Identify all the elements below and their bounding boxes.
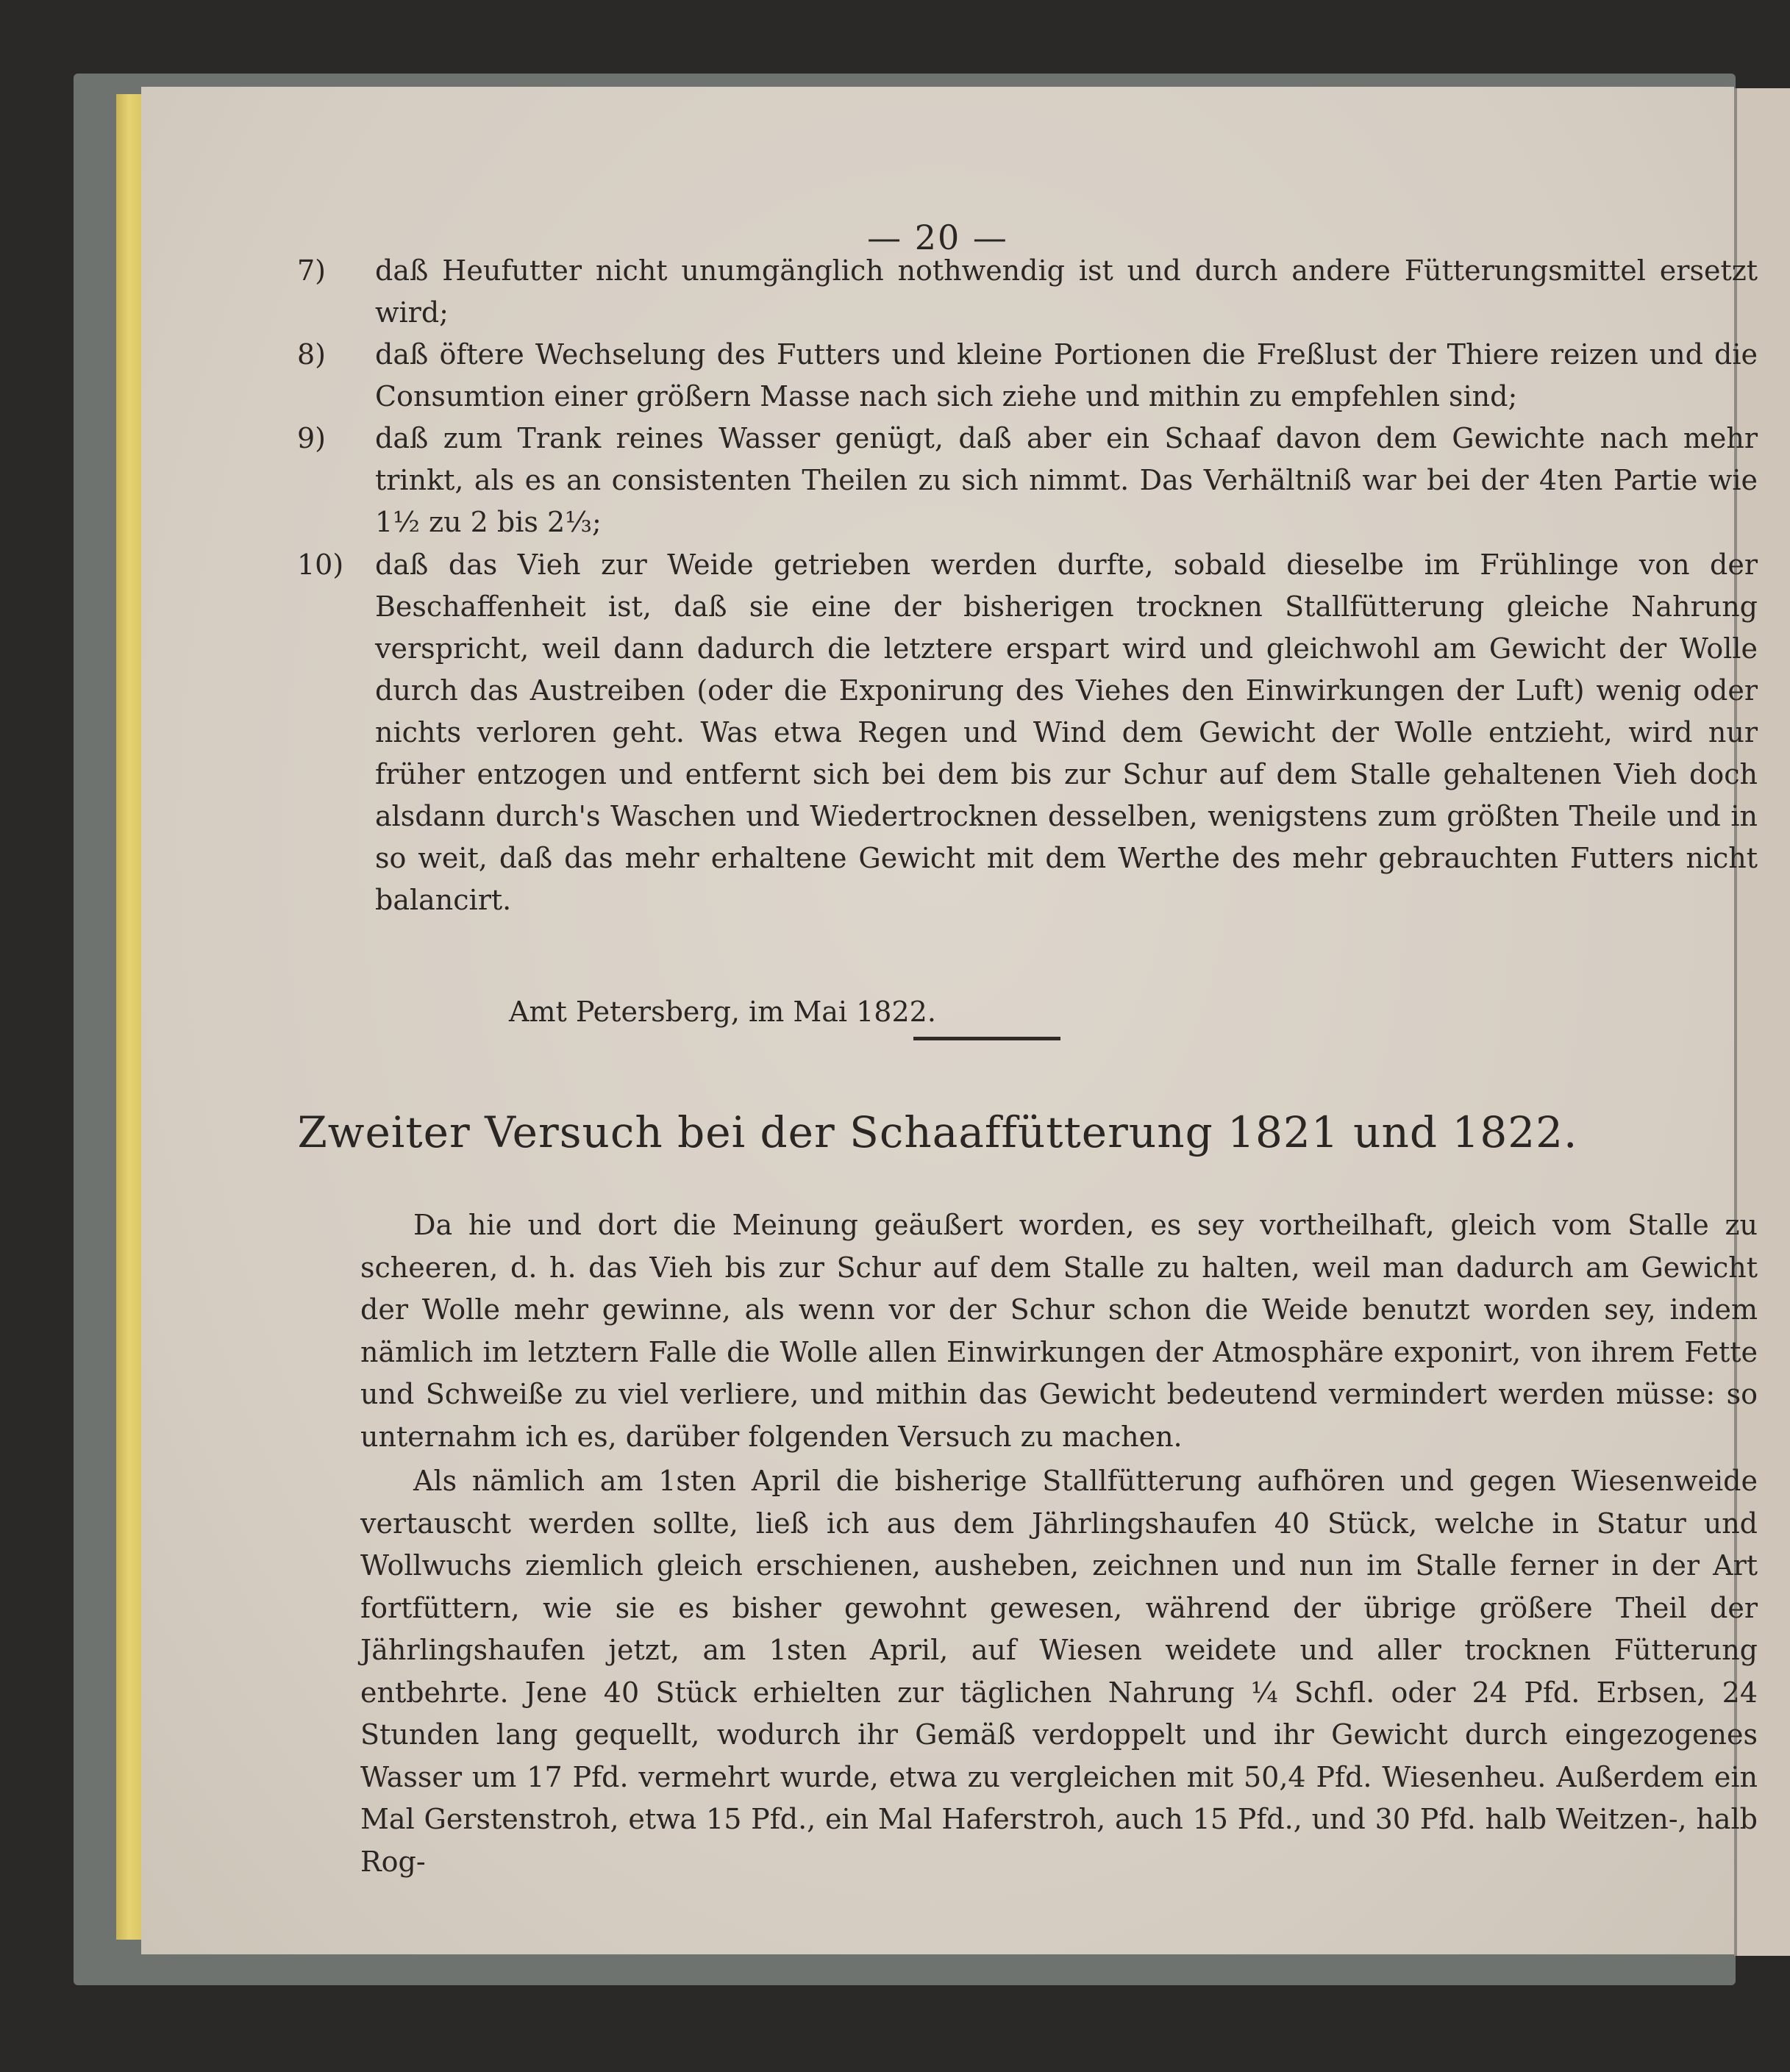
- signoff: Amt Petersberg, im Mai 1822.: [509, 996, 936, 1028]
- page-text: [141, 87, 1758, 1954]
- list-item-number: 9): [297, 422, 327, 454]
- list-item-text: daß zum Trank reines Wasser genügt, daß aber ein Schaaf davon dem Gewichte nach mehr trinkt, als es an consistenten Theilen zu sich nimmt. Das Verhältniß war bei der 4ten Partie wie 1½ zu 2 bis 2⅓;: [375, 422, 1758, 538]
- list-item: [297, 334, 1758, 418]
- section-heading: Zweiter Versuch bei der Schaaffütterung 1821 und 1822.: [297, 1107, 1578, 1157]
- book-page: [141, 87, 1758, 1954]
- list-item: [297, 544, 1758, 921]
- list-item-number: 8): [297, 338, 327, 371]
- list-item-text: daß das Vieh zur Weide getrieben werden durfte, sobald dieselbe im Frühlinge von der Beschaffenheit ist, daß sie eine der bisherigen trocknen Stallfütterung gleiche Nahrung verspricht, weil dann dadurch die letztere erspart wird und gleichwohl am Gewicht der Wolle durch das Austreiben (oder die Exponirung des Viehes den Einwirkungen der Luft) wenig oder nichts verloren geht. Was etwa Regen und Wind dem Gewicht der Wolle entzieht, wird nur früher entzogen und entfernt sich bei dem bis zur Schur auf dem Stalle gehaltenen Vieh doch alsdann durch's Waschen und Wiedertrocknen desselben, wenigstens zum größten Theile und in so weit, daß das mehr erhaltene Gewicht mit dem Werthe des mehr gebrauchten Futters nicht balancirt.: [375, 549, 1758, 916]
- list-item-number: 10): [297, 549, 344, 581]
- list-item: [297, 418, 1758, 543]
- list-item-number: 7): [297, 254, 327, 287]
- list-item-text: daß öftere Wechselung des Futters und kleine Portionen die Freßlust der Thiere reizen und die Consumtion einer größern Masse nach sich ziehe und mithin zu empfehlen sind;: [375, 338, 1758, 412]
- list-item-text: daß Heufutter nicht unumgänglich nothwendig ist und durch andere Fütterungsmittel ersetzt wird;: [375, 254, 1758, 329]
- section-divider: [913, 1037, 1060, 1040]
- list-item: [297, 250, 1758, 334]
- paragraph: Da hie und dort die Meinung geäußert worden, es sey vortheilhaft, gleich vom Stalle zu scheeren, d. h. das Vieh bis zur Schur auf dem Stalle zu halten, weil man dadurch am Gewicht der Wolle mehr gewinne, als wenn vor der Schur schon die Weide benutzt worden sey, indem nämlich im letztern Falle die Wolle allen Einwirkungen der Atmosphäre exponirt, von ihrem Fette und Schweiße zu viel verliere, und mithin das Gewicht bedeutend vermindert werden müsse: so unternahm ich es, darüber folgenden Versuch zu machen.: [360, 1209, 1758, 1453]
- page-edge: [116, 94, 144, 1940]
- page-number: — 20 —: [867, 218, 1008, 257]
- paragraph: Als nämlich am 1sten April die bisherige Stallfütterung aufhören und gegen Wiesenweide vertauscht werden sollte, ließ ich aus dem Jährlingshaufen 40 Stück, welche in Statur und Wollwuchs ziemlich gleich erschienen, ausheben, zeichnen und nun im Stalle ferner in der Art fortfüttern, wie sie es bisher gewohnt gewesen, während der übrige größere Theil der Jährlingshaufen jetzt, am 1sten April, auf Wiesen weidete und aller trocknen Fütterung entbehrte. Jene 40 Stück erhielten zur täglichen Nahrung ¼ Schfl. oder 24 Pfd. Erbsen, 24 Stunden lang gequellt, wodurch ihr Gemäß verdoppelt und ihr Gewicht durch eingezogenes Wasser um 17 Pfd. vermehrt wurde, etwa zu vergleichen mit 50,4 Pfd. Wiesenheu. Außerdem ein Mal Gerstenstroh, etwa 15 Pfd., ein Mal Haferstroh, auch 15 Pfd., und 30 Pfd. halb Weitzen-, halb Rog-: [360, 1465, 1758, 1878]
